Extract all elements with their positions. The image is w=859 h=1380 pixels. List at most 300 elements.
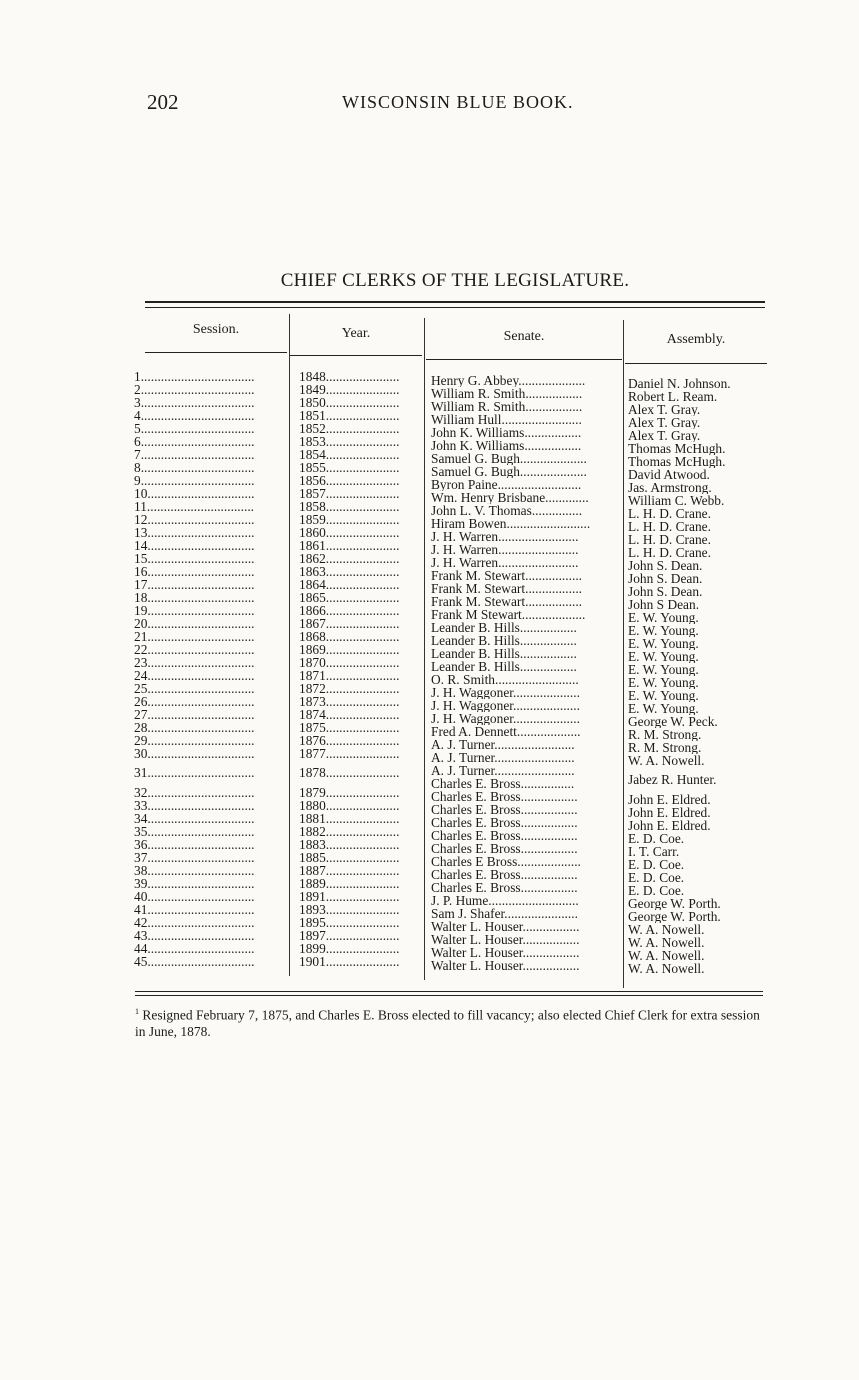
senate-cell: Charles E Bross................... bbox=[431, 855, 581, 868]
table-top-rule bbox=[145, 301, 765, 303]
session-cell: 32................................ bbox=[134, 786, 255, 799]
assembly-clerk: Robert L. Ream. bbox=[628, 390, 718, 403]
assembly-cell bbox=[628, 871, 768, 884]
table-bottom-rule-2 bbox=[135, 995, 763, 996]
senate-clerk: Walter L. Houser bbox=[431, 946, 523, 959]
senate-clerk: A. J. Turner bbox=[431, 751, 495, 764]
senate-cell: Leander B. Hills................. bbox=[431, 621, 577, 634]
senate-cell: J. H. Waggoner.................... bbox=[431, 699, 580, 712]
session-cell: 20................................ bbox=[134, 617, 255, 630]
session-cell: 40................................ bbox=[134, 890, 255, 903]
session-cell: 8.................................. bbox=[134, 461, 255, 474]
year-value: 1901 bbox=[299, 955, 326, 968]
year-cell: 1853...................... bbox=[299, 435, 400, 448]
senate-clerk: Fred A. Dennett bbox=[431, 725, 517, 738]
senate-clerk: Wm. Henry Brisbane bbox=[431, 491, 546, 504]
session-cell: 18................................ bbox=[134, 591, 255, 604]
year-value: 1885 bbox=[299, 851, 326, 864]
assembly-clerk: E. W. Young. bbox=[628, 702, 699, 715]
assembly-cell bbox=[628, 533, 768, 546]
year-value: 1864 bbox=[299, 578, 326, 591]
year-value: 1873 bbox=[299, 695, 326, 708]
year-value: 1891 bbox=[299, 890, 326, 903]
year-cell: 1867...................... bbox=[299, 617, 400, 630]
senate-cell: Charles E. Bross................. bbox=[431, 829, 578, 842]
assembly-cell bbox=[628, 390, 768, 403]
header-assembly: Assembly. bbox=[666, 332, 726, 347]
year-cell: 1876...................... bbox=[299, 734, 400, 747]
year-value: 1861 bbox=[299, 539, 326, 552]
senate-clerk: J. H. Waggoner bbox=[431, 686, 513, 699]
session-cell: 16................................ bbox=[134, 565, 255, 578]
session-number: 31 bbox=[134, 765, 148, 780]
session-number: 1 bbox=[134, 370, 141, 383]
year-cell: 1895...................... bbox=[299, 916, 400, 929]
session-cell: 10................................ bbox=[134, 487, 255, 500]
session-number: 16 bbox=[134, 565, 148, 578]
senate-cell: Leander B. Hills................. bbox=[431, 647, 577, 660]
year-value: 1859 bbox=[299, 513, 326, 526]
senate-clerk: J. H. Waggoner bbox=[431, 712, 513, 725]
session-number: 9 bbox=[134, 474, 141, 487]
session-cell: 1.................................. bbox=[134, 370, 255, 383]
year-value: 1879 bbox=[299, 786, 326, 799]
senate-clerk: Sam J. Shafer bbox=[431, 907, 505, 920]
senate-cell: Wm. Henry Brisbane............. bbox=[431, 491, 589, 504]
senate-clerk: Leander B. Hills bbox=[431, 621, 520, 634]
assembly-cell bbox=[628, 806, 768, 819]
assembly-clerk: E. W. Young. bbox=[628, 637, 699, 650]
senate-clerk: A. J. Turner bbox=[431, 738, 495, 751]
session-number: 12 bbox=[134, 513, 148, 526]
assembly-cell bbox=[628, 611, 768, 624]
senate-cell: Frank M. Stewart................. bbox=[431, 582, 583, 595]
session-cell: 30................................ bbox=[134, 747, 255, 760]
session-number: 41 bbox=[134, 903, 148, 916]
senate-clerk: J. H. Warren bbox=[431, 543, 499, 556]
session-cell: 26................................ bbox=[134, 695, 255, 708]
table-bottom-rule bbox=[135, 991, 763, 992]
year-cell: 1887...................... bbox=[299, 864, 400, 877]
assembly-cell bbox=[628, 546, 768, 559]
assembly-cell bbox=[628, 949, 768, 962]
session-number: 33 bbox=[134, 799, 148, 812]
year-value: 1865 bbox=[299, 591, 326, 604]
senate-clerk: Charles E. Bross bbox=[431, 816, 521, 829]
year-value: 1869 bbox=[299, 643, 326, 656]
assembly-cell bbox=[628, 468, 768, 481]
assembly-clerk: Thomas McHugh. bbox=[628, 442, 726, 455]
senate-cell: Samuel G. Bugh.................... bbox=[431, 452, 587, 465]
year-value: 1867 bbox=[299, 617, 326, 630]
senate-cell: William R. Smith................. bbox=[431, 387, 583, 400]
senate-clerk: Charles E. Bross bbox=[431, 868, 521, 881]
year-value: 1852 bbox=[299, 422, 326, 435]
senate-clerk: Charles E. Bross bbox=[431, 790, 521, 803]
year-value: 1860 bbox=[299, 526, 326, 539]
senate-cell: O. R. Smith......................... bbox=[431, 673, 579, 686]
assembly-clerk: W. A. Nowell. bbox=[628, 754, 705, 767]
session-cell: 31................................ bbox=[134, 765, 255, 780]
senate-clerk: Henry G. Abbey bbox=[431, 374, 519, 387]
assembly-clerk: W. A. Nowell. bbox=[628, 936, 705, 949]
year-value: 1851 bbox=[299, 409, 326, 422]
assembly-clerk: L. H. D. Crane. bbox=[628, 507, 711, 520]
session-number: 6 bbox=[134, 435, 141, 448]
year-cell: 1862...................... bbox=[299, 552, 400, 565]
assembly-clerk: W. A. Nowell. bbox=[628, 962, 705, 975]
year-cell: 1883...................... bbox=[299, 838, 400, 851]
senate-cell: A. J. Turner........................ bbox=[431, 751, 575, 764]
senate-cell: J. H. Warren........................ bbox=[431, 530, 579, 543]
session-cell: 2.................................. bbox=[134, 383, 255, 396]
senate-clerk: William R. Smith bbox=[431, 387, 526, 400]
header-session: Session. bbox=[192, 322, 240, 337]
session-cell: 37................................ bbox=[134, 851, 255, 864]
session-cell: 38................................ bbox=[134, 864, 255, 877]
senate-cell: Charles E. Bross................. bbox=[431, 803, 578, 816]
assembly-clerk: Jabez R. Hunter. bbox=[628, 772, 717, 787]
assembly-cell bbox=[628, 663, 768, 676]
year-cell: 1865...................... bbox=[299, 591, 400, 604]
session-number: 17 bbox=[134, 578, 148, 591]
assembly-clerk: Alex T. Gray. bbox=[628, 403, 701, 416]
senate-clerk: Frank M. Stewart bbox=[431, 595, 526, 608]
assembly-clerk: John E. Eldred. bbox=[628, 819, 711, 832]
session-cell: 34................................ bbox=[134, 812, 255, 825]
assembly-cell bbox=[628, 481, 768, 494]
session-cell: 21................................ bbox=[134, 630, 255, 643]
session-number: 21 bbox=[134, 630, 148, 643]
session-cell: 4.................................. bbox=[134, 409, 255, 422]
year-value: 1895 bbox=[299, 916, 326, 929]
session-number: 30 bbox=[134, 747, 148, 760]
session-cell: 22................................ bbox=[134, 643, 255, 656]
session-number: 19 bbox=[134, 604, 148, 617]
assembly-cell bbox=[628, 793, 768, 806]
senate-cell: A. J. Turner........................ bbox=[431, 738, 575, 751]
assembly-clerk: W. A. Nowell. bbox=[628, 923, 705, 936]
assembly-cell bbox=[628, 676, 768, 689]
year-value: 1856 bbox=[299, 474, 326, 487]
session-number: 15 bbox=[134, 552, 148, 565]
header-senate: Senate. bbox=[503, 329, 545, 344]
senate-cell: J. H. Warren........................ bbox=[431, 543, 579, 556]
year-value: 1883 bbox=[299, 838, 326, 851]
header-rule-senate bbox=[426, 359, 622, 360]
assembly-cell bbox=[628, 936, 768, 949]
senate-cell: John L. V. Thomas............... bbox=[431, 504, 583, 517]
year-value: 1855 bbox=[299, 461, 326, 474]
session-number: 7 bbox=[134, 448, 141, 461]
assembly-clerk: George W. Porth. bbox=[628, 897, 721, 910]
assembly-clerk: David Atwood. bbox=[628, 468, 710, 481]
assembly-clerk: L. H. D. Crane. bbox=[628, 533, 711, 546]
senate-clerk: O. R. Smith bbox=[431, 673, 495, 686]
senate-cell: John K. Williams................. bbox=[431, 426, 582, 439]
assembly-column bbox=[628, 377, 768, 975]
year-value: 1868 bbox=[299, 630, 326, 643]
session-column bbox=[134, 370, 286, 968]
assembly-cell bbox=[628, 923, 768, 936]
assembly-cell bbox=[628, 715, 768, 728]
senate-cell: Frank M Stewart................... bbox=[431, 608, 586, 621]
assembly-clerk: I. T. Carr. bbox=[628, 845, 680, 858]
session-number: 14 bbox=[134, 539, 148, 552]
session-cell: 45................................ bbox=[134, 955, 255, 968]
senate-cell: Frank M. Stewart................. bbox=[431, 569, 583, 582]
assembly-cell bbox=[628, 845, 768, 858]
senate-clerk: J. P. Hume bbox=[431, 894, 489, 907]
senate-cell: Leander B. Hills................. bbox=[431, 634, 577, 647]
year-cell: 1870...................... bbox=[299, 656, 400, 669]
assembly-cell bbox=[628, 767, 768, 793]
session-number: 29 bbox=[134, 734, 148, 747]
session-cell: 29................................ bbox=[134, 734, 255, 747]
senate-cell: Walter L. Houser................. bbox=[431, 933, 580, 946]
year-cell: 1901...................... bbox=[299, 955, 400, 968]
session-number: 8 bbox=[134, 461, 141, 474]
session-number: 2 bbox=[134, 383, 141, 396]
year-cell: 1856...................... bbox=[299, 474, 400, 487]
assembly-clerk: John S. Dean. bbox=[628, 572, 703, 585]
senate-cell: William Hull........................ bbox=[431, 413, 582, 426]
year-cell: 1849...................... bbox=[299, 383, 400, 396]
year-cell: 1878...................... bbox=[299, 765, 400, 780]
assembly-clerk: E. W. Young. bbox=[628, 676, 699, 689]
header-rule-year bbox=[290, 355, 422, 356]
senate-cell: Leander B. Hills................. bbox=[431, 660, 577, 673]
session-number: 3 bbox=[134, 396, 141, 409]
senate-clerk: Samuel G. Bugh bbox=[431, 465, 520, 478]
year-cell: 1877...................... bbox=[299, 747, 400, 760]
assembly-cell bbox=[628, 819, 768, 832]
session-number: 44 bbox=[134, 942, 148, 955]
senate-clerk: William Hull bbox=[431, 413, 502, 426]
assembly-clerk: E. W. Young. bbox=[628, 689, 699, 702]
senate-clerk: Frank M. Stewart bbox=[431, 569, 526, 582]
year-cell: 1891...................... bbox=[299, 890, 400, 903]
senate-clerk: Leander B. Hills bbox=[431, 634, 520, 647]
assembly-clerk: Daniel N. Johnson. bbox=[628, 377, 731, 390]
assembly-clerk: E. W. Young. bbox=[628, 611, 699, 624]
year-value: 1881 bbox=[299, 812, 326, 825]
senate-cell: Hiram Bowen......................... bbox=[431, 517, 591, 530]
assembly-cell bbox=[628, 897, 768, 910]
assembly-cell bbox=[628, 858, 768, 871]
assembly-clerk: Thomas McHugh. bbox=[628, 455, 726, 468]
senate-cell: William R. Smith................. bbox=[431, 400, 583, 413]
session-cell: 39................................ bbox=[134, 877, 255, 890]
year-cell: 1848...................... bbox=[299, 370, 400, 383]
senate-cell: Charles E. Bross................. bbox=[431, 868, 578, 881]
year-cell: 1852...................... bbox=[299, 422, 400, 435]
year-value: 1850 bbox=[299, 396, 326, 409]
running-title: WISCONSIN BLUE BOOK. bbox=[342, 92, 574, 112]
year-value: 1877 bbox=[299, 747, 326, 760]
year-value: 1897 bbox=[299, 929, 326, 942]
footnote-text: Resigned February 7, 1875, and Charles E. Bross elected to fill vacancy; also elected Chief Clerk for extra session in June, 1878. bbox=[135, 1007, 760, 1039]
assembly-cell bbox=[628, 689, 768, 702]
assembly-cell bbox=[628, 494, 768, 507]
assembly-clerk: E. W. Young. bbox=[628, 663, 699, 676]
assembly-cell bbox=[628, 429, 768, 442]
year-cell: 1864...................... bbox=[299, 578, 400, 591]
assembly-clerk: John S. Dean. bbox=[628, 585, 703, 598]
year-value: 1899 bbox=[299, 942, 326, 955]
year-cell: 1897...................... bbox=[299, 929, 400, 942]
session-cell: 13................................ bbox=[134, 526, 255, 539]
session-number: 28 bbox=[134, 721, 148, 734]
session-cell: 6.................................. bbox=[134, 435, 255, 448]
column-divider-3 bbox=[623, 320, 624, 988]
assembly-clerk: George W. Peck. bbox=[628, 715, 718, 728]
assembly-cell bbox=[628, 702, 768, 715]
year-value: 1862 bbox=[299, 552, 326, 565]
year-value: 1866 bbox=[299, 604, 326, 617]
year-cell: 1889...................... bbox=[299, 877, 400, 890]
senate-cell: Walter L. Houser................. bbox=[431, 920, 580, 933]
year-value: 1889 bbox=[299, 877, 326, 890]
session-number: 25 bbox=[134, 682, 148, 695]
senate-cell: Charles E. Bross................. bbox=[431, 816, 578, 829]
table-top-rule-thin bbox=[145, 307, 765, 308]
assembly-cell bbox=[628, 572, 768, 585]
assembly-clerk: L. H. D. Crane. bbox=[628, 546, 711, 559]
year-cell: 1880...................... bbox=[299, 799, 400, 812]
year-value: 1872 bbox=[299, 682, 326, 695]
senate-cell: John K. Williams................. bbox=[431, 439, 582, 452]
year-cell: 1861...................... bbox=[299, 539, 400, 552]
session-number: 10 bbox=[134, 487, 148, 500]
assembly-clerk: William C. Webb. bbox=[628, 494, 725, 507]
year-cell: 1860...................... bbox=[299, 526, 400, 539]
session-cell: 3.................................. bbox=[134, 396, 255, 409]
session-number: 11 bbox=[134, 500, 147, 513]
senate-cell: Walter L. Houser................. bbox=[431, 946, 580, 959]
assembly-clerk: E. W. Young. bbox=[628, 624, 699, 637]
assembly-cell bbox=[628, 884, 768, 897]
year-value: 1854 bbox=[299, 448, 326, 461]
session-cell: 7.................................. bbox=[134, 448, 255, 461]
senate-cell: J. H. Waggoner.................... bbox=[431, 712, 580, 725]
year-cell: 1859...................... bbox=[299, 513, 400, 526]
senate-clerk: Walter L. Houser bbox=[431, 933, 523, 946]
footnote bbox=[135, 1004, 767, 1040]
session-cell: 19................................ bbox=[134, 604, 255, 617]
year-cell: 1873...................... bbox=[299, 695, 400, 708]
year-cell: 1882...................... bbox=[299, 825, 400, 838]
year-cell: 1857...................... bbox=[299, 487, 400, 500]
assembly-cell bbox=[628, 559, 768, 572]
assembly-cell bbox=[628, 910, 768, 923]
senate-cell: A. J. Turner........................ Charles E. Bross................ bbox=[431, 764, 575, 790]
assembly-cell bbox=[628, 637, 768, 650]
session-cell: 15................................ bbox=[134, 552, 255, 565]
session-number: 36 bbox=[134, 838, 148, 851]
assembly-clerk: W. A. Nowell. bbox=[628, 949, 705, 962]
senate-column bbox=[431, 374, 619, 972]
year-cell: 1881...................... bbox=[299, 812, 400, 825]
assembly-clerk: L. H. D. Crane. bbox=[628, 520, 711, 533]
assembly-clerk: E. D. Coe. bbox=[628, 871, 685, 884]
senate-clerk: J. H. Warren bbox=[431, 530, 499, 543]
senate-cell: Samuel G. Bugh.................... bbox=[431, 465, 587, 478]
session-cell: 33................................ bbox=[134, 799, 255, 812]
session-cell: 43................................ bbox=[134, 929, 255, 942]
session-cell: 5.................................. bbox=[134, 422, 255, 435]
session-number: 43 bbox=[134, 929, 148, 942]
session-cell: 11................................ bbox=[134, 500, 255, 513]
senate-clerk: Samuel G. Bugh bbox=[431, 452, 520, 465]
senate-cell: Fred A. Dennett................... bbox=[431, 725, 581, 738]
senate-clerk: Frank M Stewart bbox=[431, 608, 522, 621]
session-cell: 17................................ bbox=[134, 578, 255, 591]
session-number: 13 bbox=[134, 526, 148, 539]
year-cell: 1858...................... bbox=[299, 500, 400, 513]
year-value: 1870 bbox=[299, 656, 326, 669]
assembly-cell bbox=[628, 962, 768, 975]
senate-cell: J. H. Waggoner.................... bbox=[431, 686, 580, 699]
session-cell: 24................................ bbox=[134, 669, 255, 682]
session-cell: 41................................ bbox=[134, 903, 255, 916]
assembly-clerk: John S Dean. bbox=[628, 598, 700, 611]
senate-clerk: Charles E. Bross bbox=[431, 803, 521, 816]
senate-clerk: J. H. Waggoner bbox=[431, 699, 513, 712]
year-cell: 1866...................... bbox=[299, 604, 400, 617]
senate-cell: J. H. Warren........................ bbox=[431, 556, 579, 569]
assembly-cell bbox=[628, 832, 768, 845]
year-value: 1882 bbox=[299, 825, 326, 838]
year-cell: 1851...................... bbox=[299, 409, 400, 422]
year-cell: 1850...................... bbox=[299, 396, 400, 409]
assembly-cell bbox=[628, 650, 768, 663]
assembly-cell bbox=[628, 520, 768, 533]
year-value: 1878 bbox=[299, 765, 326, 780]
year-cell: 1893...................... bbox=[299, 903, 400, 916]
session-number: 39 bbox=[134, 877, 148, 890]
assembly-clerk: John E. Eldred. bbox=[628, 793, 711, 806]
assembly-clerk: Alex T. Gray. bbox=[628, 416, 701, 429]
year-cell: 1854...................... bbox=[299, 448, 400, 461]
senate-clerk: Walter L. Houser bbox=[431, 920, 523, 933]
year-value: 1863 bbox=[299, 565, 326, 578]
assembly-cell bbox=[628, 624, 768, 637]
year-value: 1857 bbox=[299, 487, 326, 500]
senate-clerk: John K. Williams bbox=[431, 426, 525, 439]
header-rule-session bbox=[145, 352, 287, 353]
senate-cell: Sam J. Shafer...................... bbox=[431, 907, 578, 920]
senate-clerk: Charles E. Bross. bbox=[431, 776, 524, 790]
senate-clerk: Leander B. Hills bbox=[431, 660, 520, 673]
year-cell: 1874...................... bbox=[299, 708, 400, 721]
year-cell: 1899...................... bbox=[299, 942, 400, 955]
session-number: 42 bbox=[134, 916, 148, 929]
assembly-cell bbox=[628, 598, 768, 611]
session-number: 18 bbox=[134, 591, 148, 604]
senate-clerk: J. H. Warren bbox=[431, 556, 499, 569]
header-rule-assembly bbox=[625, 363, 767, 364]
year-cell: 1879...................... bbox=[299, 786, 400, 799]
year-value: 1875 bbox=[299, 721, 326, 734]
session-number: 4 bbox=[134, 409, 141, 422]
senate-clerk: Hiram Bowen bbox=[431, 517, 507, 530]
year-value: 1874 bbox=[299, 708, 326, 721]
session-cell: 25................................ bbox=[134, 682, 255, 695]
footnote-marker: 1 bbox=[135, 1007, 139, 1016]
session-cell: 36................................ bbox=[134, 838, 255, 851]
session-cell: 35................................ bbox=[134, 825, 255, 838]
